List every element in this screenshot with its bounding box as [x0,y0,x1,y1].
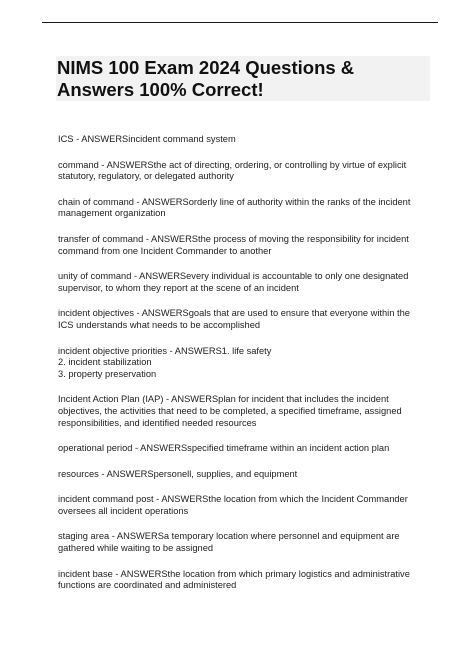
qa-entry-incident-command-post: incident command post - ANSWERSthe location from which the Incident Commander oversees all incident operations [58,494,408,516]
qa-list [58,134,438,606]
qa-entry-command: command - ANSWERSthe act of directing, ordering, or controlling by virtue of explicit statutory, regulatory, or delegated authority [58,159,407,182]
top-divider [42,22,438,23]
qa-entry-resources: resources - ANSWERSpersonell, supplies, and equipment [58,468,298,479]
document-title: NIMS 100 Exam 2024 Questions & Answers 100% Correct! [57,57,355,100]
qa-entry-chain-of-command: chain of command - ANSWERSorderly line of authority within the ranks of the incident management organization [58,196,411,219]
qa-entry-incident-action-plan: Incident Action Plan (IAP) - ANSWERSplan for incident that includes the incident objectives, the activities that need to be completed, a specified timeframe, assigned responsibilities, and identified needed resources [58,394,402,428]
qa-entry-operational-period: operational period - ANSWERSspecified timeframe within an incident action plan [58,443,390,454]
qa-entry-ics: ICS - ANSWERSincident command system [58,134,236,144]
qa-entry-transfer-of-command: transfer of command - ANSWERSthe process of moving the responsibility for incident command from one Incident Commander to another [58,233,409,256]
qa-entry-incident-base: incident base - ANSWERSthe location from which primary logistics and administrative functions are coordinated and administered [58,568,410,591]
qa-entry-unity-of-command: unity of command - ANSWERSevery individual is accountable to only one designated supervisor, to whom they report at the scene of an incident [58,271,409,293]
qa-entry-incident-objectives: incident objectives - ANSWERSgoals that are used to ensure that everyone within the ICS understands what needs to be accomplished [58,308,410,330]
qa-entry-objective-priorities: incident objective priorities - ANSWERS1. life safety 2. incident stabilization 3. property preservation [58,345,272,379]
qa-entry-staging-area: staging area - ANSWERSa temporary location where personnel and equipment are gathered while waiting to be assigned [58,531,400,554]
